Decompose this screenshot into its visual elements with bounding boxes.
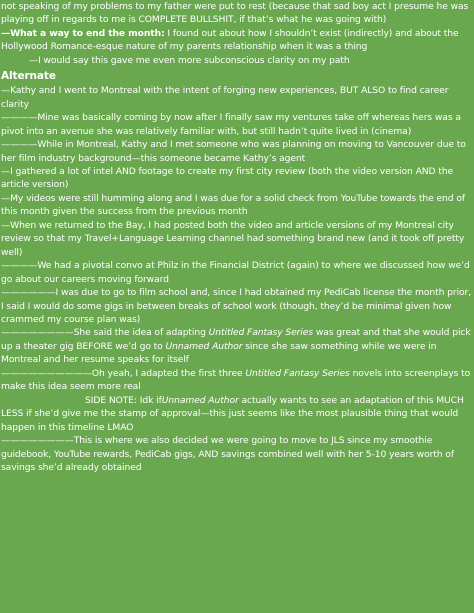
- paragraph-end-of-month: [1, 27, 474, 54]
- text-film-school: ——————I was due to go to film school and, since I had obtained my PediCab license the month prior, I said I would do some gigs in between breaks of school work (though, they’d be minimal given how crammed my course plan was): [1, 287, 472, 325]
- title-fantasy-series-2: Untitled Fantasy Series: [245, 367, 350, 379]
- text-ventures: ————Mine was basically coming by now after I finally saw my ventures take off whereas hers was a pivot into an avenue she was relatively familiar with, but still hadn’t quite lived in (cinema): [1, 112, 461, 137]
- end-of-month-label: —What a way to end the month:: [1, 27, 165, 39]
- paragraph-side-note: [1, 394, 474, 434]
- paragraph-bay: [1, 219, 474, 259]
- title-unnamed-author-2: Unnamed Author: [161, 394, 239, 406]
- paragraph-montreal: [1, 84, 474, 111]
- text-clarity: —I would say this gave me even more subconscious clarity on my path: [29, 54, 350, 66]
- text-jls: ————————This is where we also decided we were going to move to JLS since my smoothie guidebook, YouTube rewards, PediCab gigs, AND savings combined well with her 5-10 years worth of savings she’d already obtained: [1, 435, 454, 473]
- paragraph-agent: [1, 138, 474, 165]
- text-side-note: actually wants to see an adaptation of this MUCH LESS if she’d give me the stamp of approval—this just seems like the most plausible thing that would happen in this timeline LMAO: [1, 394, 464, 433]
- title-fantasy-series: Untitled Fantasy Series: [208, 327, 314, 339]
- paragraph-screenplays: [1, 367, 474, 394]
- paragraph-city-review: [1, 165, 474, 192]
- text-city-review: —I gathered a lot of intel AND footage to create my first city review (both the video version AND the article version): [1, 165, 454, 191]
- text-screenplays-b: novels into screenplays to make this idea seem more real: [1, 367, 471, 393]
- text-adapting-b: was great and that she would pick up a theater gig BEFORE we’d go to: [1, 327, 471, 352]
- paragraph-father: [1, 0, 474, 27]
- alternate-heading: Alternate: [1, 70, 56, 83]
- text-bay: —When we returned to the Bay, I had posted both the video and article versions of my Montreal city review so that my Travel+Language Learning channel had something brand new (and it took off pretty well): [1, 219, 465, 258]
- text-end-of-month: I found out about how I shouldn’t exist (indirectly) and about the Hollywood Romance-esque nature of my parents relationship when it was a thing: [1, 27, 459, 53]
- paragraph-philz: [1, 259, 474, 286]
- title-unnamed-author: Unnamed Author: [165, 340, 243, 352]
- text-philz: ————We had a pivotal convo at Philz in the Financial District (again) to where we discussed how we’d go about our careers moving forward: [1, 260, 470, 285]
- text-father: not speaking of my problems to my father were put to rest (because that sad boy act I presume he was playing off in regards to me is COMPLETE BULLSHIT, if that’s what he was going with): [1, 1, 469, 26]
- text-adapting-a: ————————She said the idea of adapting: [1, 327, 209, 339]
- text-adapting-c: since she saw something while we were in Montreal and her resume speaks for itself: [1, 340, 437, 366]
- paragraph-clarity: [1, 54, 474, 67]
- side-note-label: SIDE NOTE: Idk if: [85, 394, 162, 406]
- paragraph-youtube: [1, 192, 474, 219]
- text-youtube: —My videos were still humming along and I was due for a solid check from YouTube towards the end of this month given the success from the previous month: [1, 192, 465, 218]
- paragraph-ventures: [1, 111, 474, 138]
- paragraph-adapting: [1, 326, 474, 366]
- text-screenplays-a: ——————————Oh yeah, I adapted the first three: [1, 367, 246, 379]
- text-agent: ————While in Montreal, Kathy and I met someone who was planning on moving to Vancouver due to her film industry background—this someone became Kathy’s agent: [1, 139, 466, 164]
- text-montreal: —Kathy and I went to Montreal with the intent of forging new experiences, BUT ALSO to find career clarity: [1, 85, 449, 110]
- paragraph-film-school: [1, 286, 474, 326]
- paragraph-jls: [1, 434, 474, 474]
